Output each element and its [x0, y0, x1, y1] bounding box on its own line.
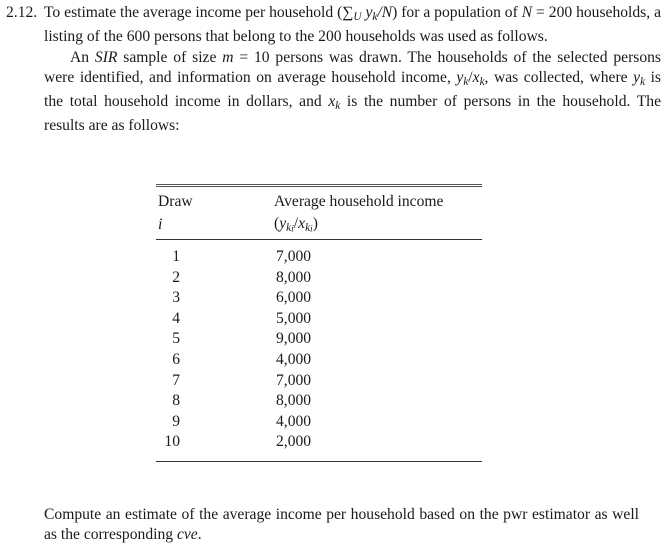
income-cell: 5,000: [276, 309, 312, 327]
draw-cell: 8: [172, 392, 180, 410]
problem-paragraph-1: To estimate the average income per household ($\sum_U$ $y_k/N$) for a population of N = 200 households, a listing of the 600 persons that belong to the 200 households was used as follows.: [44, 4, 661, 46]
draw-cell: 6: [172, 350, 180, 368]
table-body: [156, 247, 482, 453]
draw-cell: 3: [172, 289, 180, 307]
column-header-draw-index: i: [158, 216, 163, 233]
table-row: [156, 391, 482, 412]
problem-paragraph-2: An SIR sample of size m = 10 persons was drawn. The households of the selected persons were identified, and information on average household income, $y_k/x_k$, was collected, where $y_k$ is the total household income in dollars, and $x_k$ is the number of persons in the household. The results are as follows:: [44, 48, 661, 135]
column-header-formula: $(y_{ki}/x_{ki})$: [274, 215, 318, 235]
income-cell: 7,000: [276, 248, 312, 265]
income-cell: 2,000: [276, 433, 312, 451]
question-text: Compute an estimate of the average income per household based on the pwr estimator as well as the corresponding cve.: [44, 506, 639, 544]
draw-cell: 4: [172, 309, 180, 327]
table-row: [156, 412, 482, 433]
income-cell: 4,000: [276, 412, 312, 430]
draw-cell: 10: [164, 433, 180, 451]
table-row: [156, 288, 482, 309]
problem-number: 2.12.: [6, 4, 38, 21]
table-header-rule: [156, 239, 482, 240]
problem-statement: [6, 3, 661, 137]
draw-cell: 9: [172, 412, 180, 430]
income-cell: 6,000: [276, 289, 312, 307]
income-cell: 8,000: [276, 268, 312, 286]
table-row: [156, 329, 482, 350]
table-row: [156, 371, 482, 392]
column-header-draw: Draw: [158, 193, 193, 210]
income-cell: 8,000: [276, 392, 312, 410]
table-row: [156, 432, 482, 453]
draw-cell: 2: [172, 268, 180, 286]
table-row: [156, 350, 482, 371]
table-row: [156, 247, 482, 268]
column-header-average-income: Average household income: [274, 193, 444, 210]
table-top-rule: [156, 184, 482, 185]
income-cell: 7,000: [276, 371, 312, 389]
income-cell: 9,000: [276, 330, 312, 348]
table-top-rule-2: [156, 186, 482, 187]
table-bottom-rule: [156, 461, 482, 462]
income-cell: 4,000: [276, 350, 312, 368]
sum-symbol: ∑: [342, 4, 354, 21]
draw-cell: 7: [172, 371, 180, 389]
draw-cell: 5: [172, 330, 180, 348]
table-row: [156, 268, 482, 289]
draw-cell: 1: [172, 248, 180, 265]
table-row: [156, 309, 482, 330]
